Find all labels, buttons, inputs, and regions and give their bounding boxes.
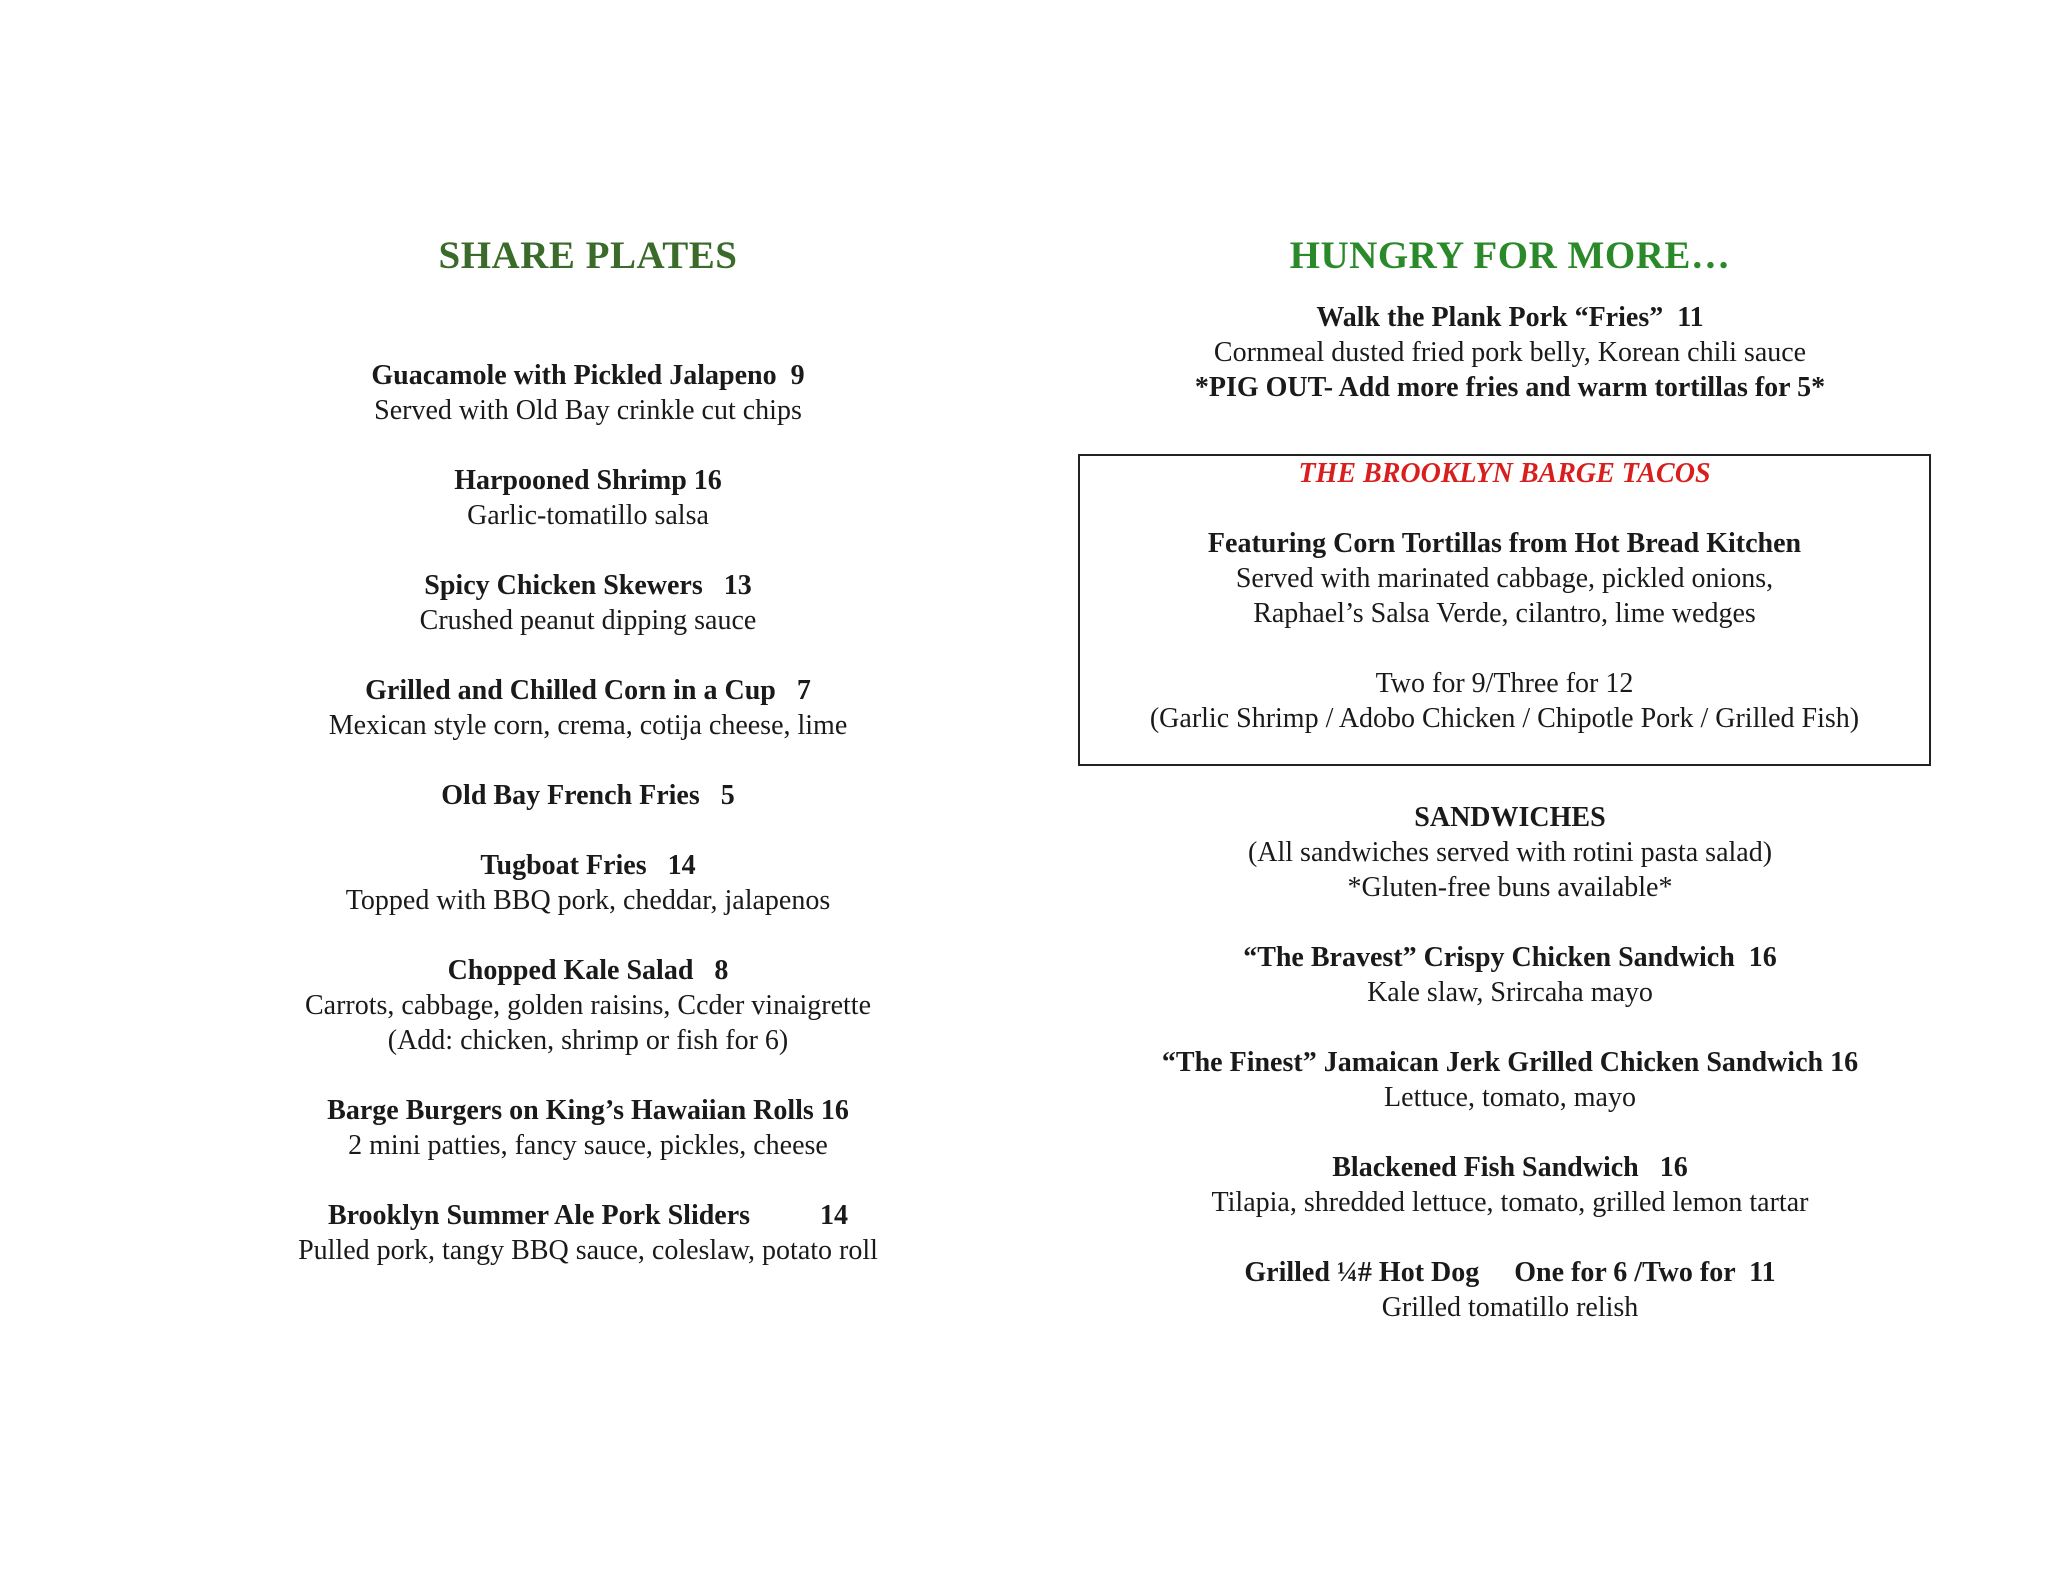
- menu-item-desc: (Add: chicken, shrimp or fish for 6): [387, 1025, 789, 1056]
- share-plates-column: [258, 232, 918, 1303]
- hungry-for-more-title: HUNGRY FOR MORE…: [1289, 234, 1731, 277]
- menu-item-desc: Mexican style corn, crema, cotija cheese, lime: [328, 710, 848, 741]
- pork-fries-item: [1080, 300, 1940, 405]
- sandwiches-note-1: (All sandwiches served with rotini pasta salad): [1247, 837, 1773, 868]
- tacos-options: (Garlic Shrimp / Adobo Chicken / Chipotle Pork / Grilled Fish): [1149, 703, 1860, 734]
- menu-item-name: Old Bay French Fries 5: [441, 780, 735, 811]
- menu-item-name: Tugboat Fries 14: [480, 850, 696, 881]
- tacos-price: Two for 9/Three for 12: [1375, 668, 1634, 699]
- sandwich-name: Grilled ¼# Hot Dog One for 6 /Two for 11: [1244, 1257, 1776, 1288]
- menu-item-desc: Crushed peanut dipping sauce: [419, 605, 757, 636]
- pig-out-note: *PIG OUT- Add more fries and warm tortillas for 5*: [1194, 372, 1826, 403]
- pork-fries-name: Walk the Plank Pork “Fries” 11: [1316, 302, 1704, 333]
- menu-item-name: Chopped Kale Salad 8: [447, 955, 729, 986]
- sandwiches-note-2: *Gluten-free buns available*: [1347, 872, 1673, 903]
- sandwich-desc: Kale slaw, Srircaha mayo: [1367, 977, 1653, 1008]
- menu-item: [258, 1093, 918, 1163]
- sandwich-desc: Tilapia, shredded lettuce, tomato, grilled lemon tartar: [1211, 1187, 1809, 1218]
- menu-item: [258, 1198, 918, 1268]
- sandwich-item: [1080, 940, 1940, 1010]
- tacos-desc-1: Served with marinated cabbage, pickled onions,: [1235, 563, 1774, 594]
- tacos-box: [1078, 454, 1931, 766]
- sandwich-desc: Grilled tomatillo relish: [1381, 1292, 1639, 1323]
- menu-item-desc: Garlic-tomatillo salsa: [467, 500, 709, 531]
- sandwich-desc: Lettuce, tomato, mayo: [1384, 1082, 1636, 1113]
- sandwich-name: “The Bravest” Crispy Chicken Sandwich 16: [1243, 942, 1777, 973]
- menu-item-name: Grilled and Chilled Corn in a Cup 7: [365, 675, 811, 706]
- menu-item-desc: 2 mini patties, fancy sauce, pickles, cheese: [348, 1130, 828, 1161]
- menu-item: [258, 568, 918, 638]
- menu-item-desc: Served with Old Bay crinkle cut chips: [374, 395, 802, 426]
- menu-item-name: Guacamole with Pickled Jalapeno 9: [371, 360, 805, 391]
- menu-item: [258, 953, 918, 1058]
- menu-item: [258, 848, 918, 918]
- menu-item-desc: Pulled pork, tangy BBQ sauce, coleslaw, potato roll: [298, 1235, 878, 1266]
- menu-item: [258, 673, 918, 743]
- sandwiches-list: [1080, 940, 1940, 1325]
- sandwich-item: [1080, 1045, 1940, 1115]
- tacos-feature: Featuring Corn Tortillas from Hot Bread Kitchen: [1207, 528, 1802, 559]
- tacos-title: THE BROOKLYN BARGE TACOS: [1298, 458, 1711, 489]
- menu-item-desc: Carrots, cabbage, golden raisins, Ccder vinaigrette: [304, 990, 872, 1021]
- pork-fries-desc: Cornmeal dusted fried pork belly, Korean chili sauce: [1213, 337, 1807, 368]
- sandwiches-title: SANDWICHES: [1414, 802, 1606, 833]
- menu-item: [258, 778, 918, 813]
- menu-item: [258, 463, 918, 533]
- menu-item-name: Harpooned Shrimp 16: [454, 465, 722, 496]
- menu-item-name: Spicy Chicken Skewers 13: [424, 570, 752, 601]
- menu-item-name: Barge Burgers on King’s Hawaiian Rolls 16: [327, 1095, 849, 1126]
- sandwich-name: Blackened Fish Sandwich 16: [1332, 1152, 1688, 1183]
- hungry-for-more-column: [1080, 232, 1940, 405]
- menu-item-desc: Topped with BBQ pork, cheddar, jalapenos: [345, 885, 831, 916]
- sandwich-item: [1080, 1150, 1940, 1220]
- tacos-desc-2: Raphael’s Salsa Verde, cilantro, lime wedges: [1253, 598, 1756, 629]
- sandwiches-section: [1080, 800, 1940, 1325]
- share-plates-list: [258, 358, 918, 1268]
- sandwich-item: [1080, 1255, 1940, 1325]
- sandwich-name: “The Finest” Jamaican Jerk Grilled Chicken Sandwich 16: [1161, 1047, 1859, 1078]
- menu-item: [258, 358, 918, 428]
- menu-item-name: Brooklyn Summer Ale Pork Sliders 14: [327, 1200, 849, 1231]
- share-plates-title: SHARE PLATES: [438, 234, 738, 277]
